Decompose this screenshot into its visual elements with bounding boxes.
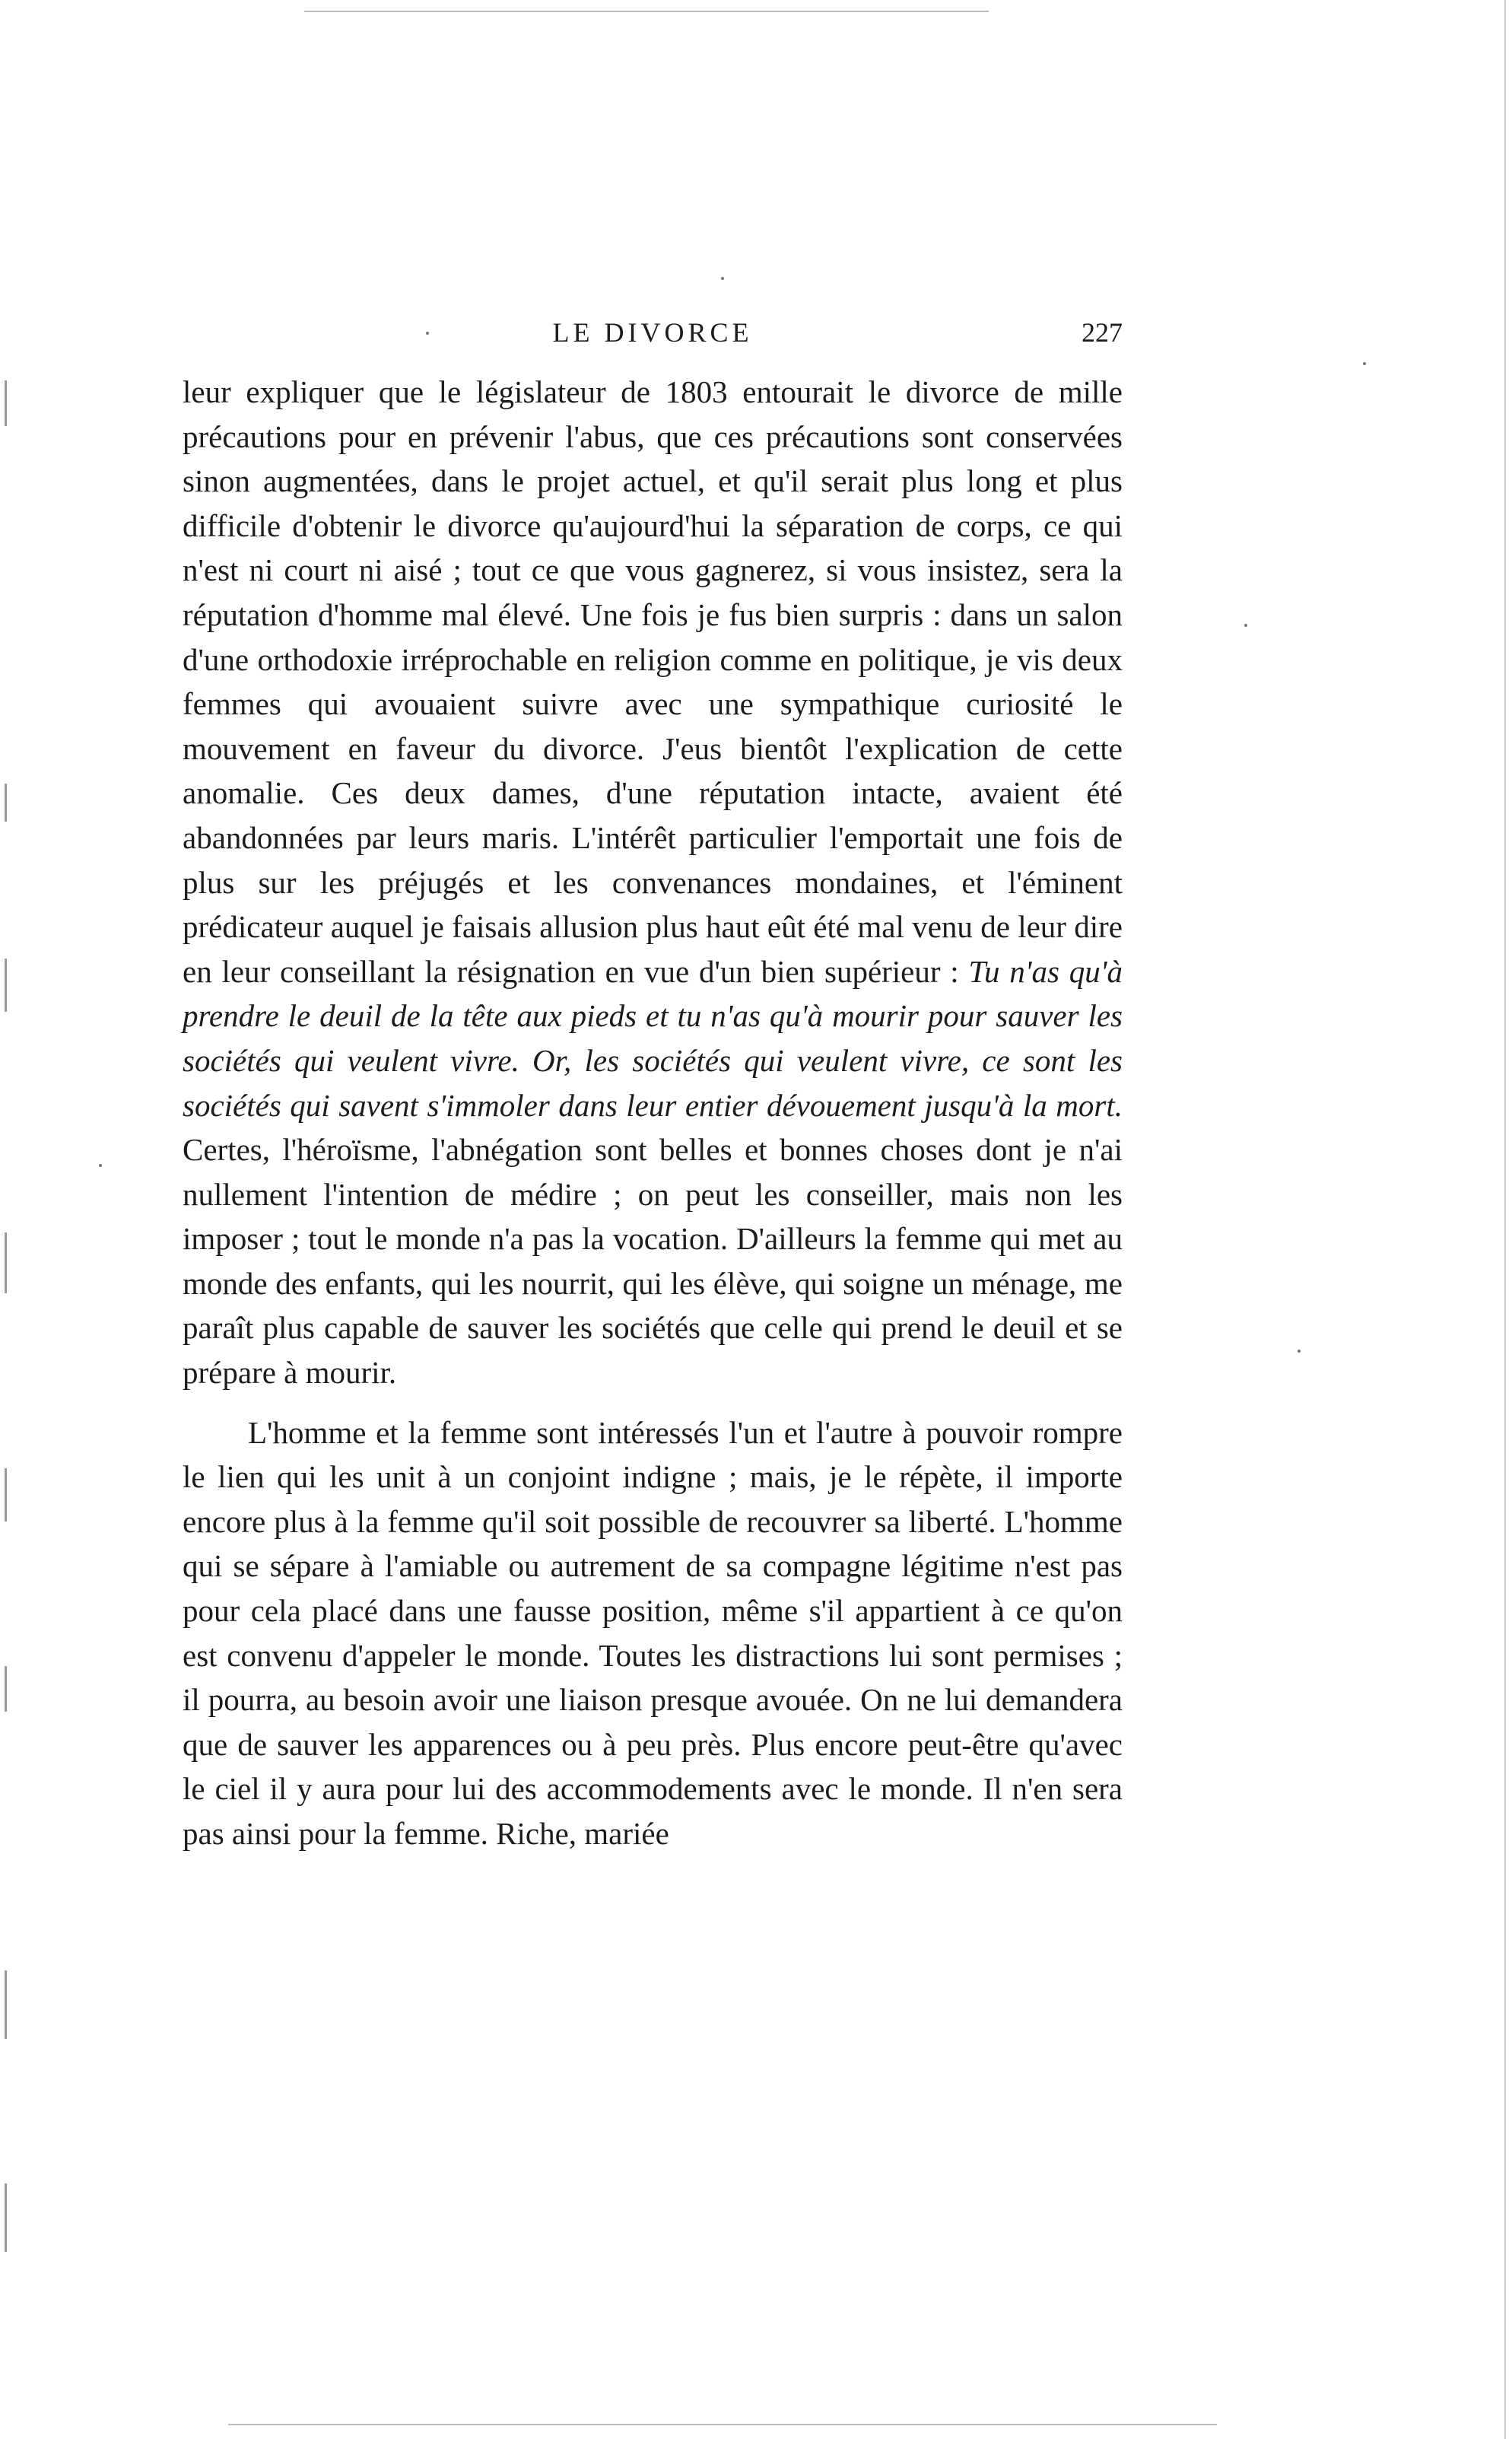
scan-edge-mark — [5, 380, 7, 426]
page-number: 227 — [1082, 317, 1123, 348]
running-title: LE DIVORCE — [552, 317, 753, 348]
scan-rule-top — [304, 11, 989, 12]
paragraph-2: L'homme et la femme sont intéressés l'un et l'autre à pouvoir rompre le lien qui les unit à un conjoint indigne ; mais, je le répète, il importe encore plus à la femme qu'il soit possible de recouvrer sa liberté. L'homme qui se sépare à l'amiable ou autrement de sa compagne légitime n'est pas pour cela placé dans une fausse position, même s'il appartient à ce qu'on est convenu d'appeler le monde. Toutes les distractions lui sont permises ; il pourra, au besoin avoir une liaison presque avouée. On ne lui demandera que de sauver les apparences ou à peu près. Plus encore peut-être qu'avec le ciel il y aura pour lui des accommodements avec le monde. Il n'en sera pas ainsi pour la femme. Riche, mariée — [183, 1414, 1123, 1851]
scan-edge-mark — [5, 1468, 7, 1522]
scan-speck — [1298, 1350, 1301, 1353]
scan-edge-mark — [1504, 0, 1506, 2439]
scan-speck — [99, 1164, 102, 1167]
paragraph-1-text-b: Certes, l'héroïsme, l'abnégation sont belles et bonnes choses dont je n'ai nullement l'intention de médire ; on peut les conseiller, mais non les imposer ; tout le monde n'a pas la vocation. D'ailleurs la femme qui met au monde des enfants, qui les nourrit, qui les élève, qui soigne un ménage, me paraît plus capable de sauver les sociétés que celle qui prend le deuil et se prépare à mourir. — [183, 1132, 1123, 1391]
body-text — [183, 370, 1123, 1856]
paragraph-1-text-a: leur expliquer que le législateur de 1803 entourait le divorce de mille précautions pour en prévenir l'abus, que ces précautions sont conservées sinon augmentées, dans le projet actuel, et qu'il serait plus long et plus difficile d'obtenir le divorce qu'aujourd'hui la séparation de corps, ce qui n'est ni court ni aisé ; tout ce que vous gagnerez, si vous insistez, sera la réputation d'homme mal élevé. Une fois je fus bien surpris : dans un salon d'une orthodoxie irréprochable en religion comme en politique, je vis deux femmes qui avouaient suivre avec une sympathique curiosité le mouvement en faveur du divorce. J'eus bientôt l'explication de cette anomalie. Ces deux dames, d'une réputation intacte, avaient été abandonnées par leurs maris. L'intérêt particulier l'emportait une fois de plus sur les préjugés et les convenances mondaines, et l'éminent prédicateur auquel je faisais allusion plus haut eût été mal venu de leur dire en leur conseillant la résignation en vue d'un bien supérieur : — [183, 374, 1123, 989]
scan-rule-bottom — [228, 2424, 1217, 2425]
scan-speck — [1244, 624, 1247, 627]
scan-speck — [721, 277, 724, 280]
page-header — [183, 316, 1123, 362]
paragraph-1 — [183, 370, 1123, 1395]
scan-edge-mark — [5, 1232, 7, 1293]
scan-edge-mark — [5, 1970, 7, 2039]
scan-edge-mark — [5, 959, 7, 1012]
scan-edge-mark — [5, 1666, 7, 1712]
scan-edge-mark — [5, 2183, 7, 2252]
italic-quotation: Tu n'as qu'à prendre le deuil de la tête aux pieds et tu n'as qu'à mourir pour sauver les sociétés qui veulent vivre. Or, les sociétés qui veulent vivre, ce sont les sociétés qui savent s'immoler dans leur entier dévouement jusqu'à la mort. — [183, 953, 1123, 1123]
scan-edge-mark — [5, 784, 7, 822]
scan-speck — [1363, 362, 1366, 365]
